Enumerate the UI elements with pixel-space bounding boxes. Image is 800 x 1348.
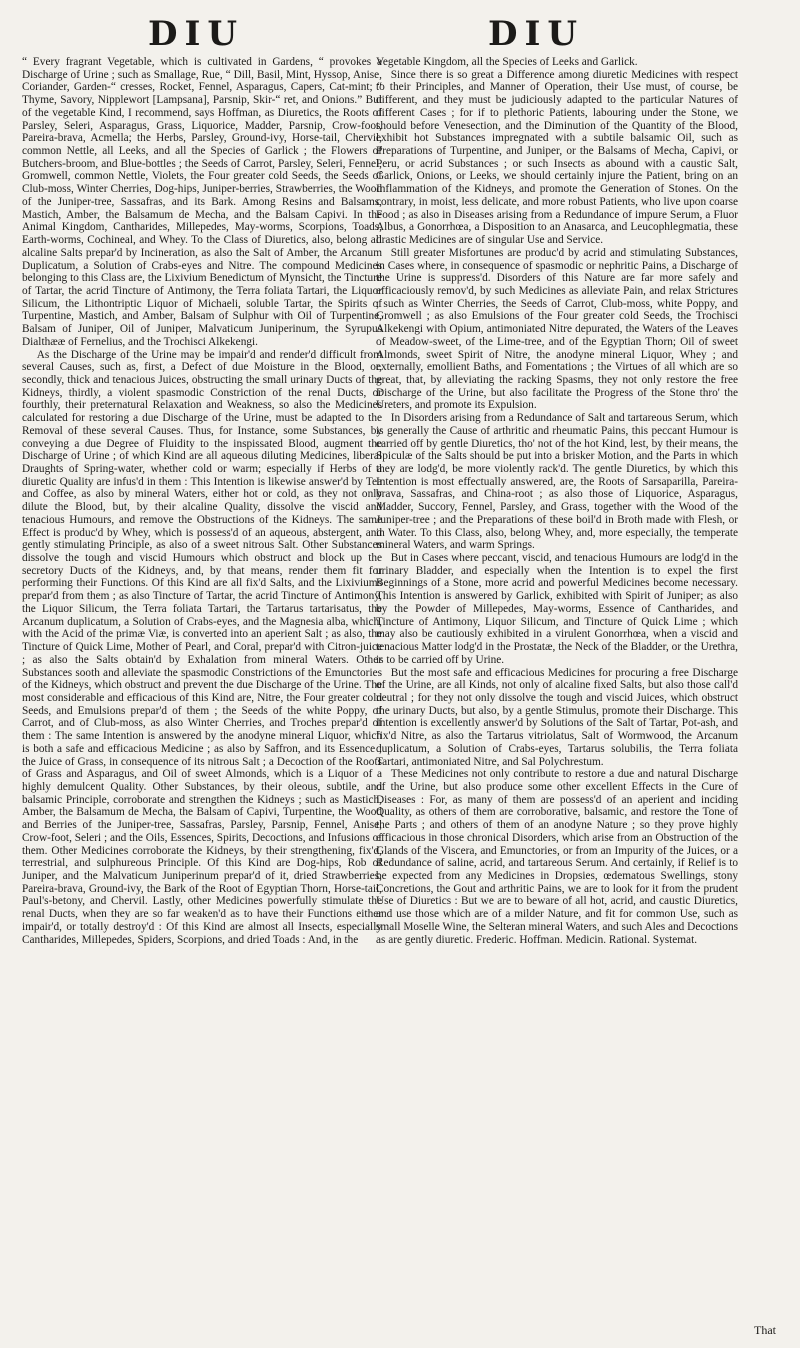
running-header	[0, 14, 800, 54]
paragraph: These Medicines not only contribute to restore a due and natural Discharge of the Urine, but also produce some other excellent Effects in the Cure of Diseases : For, as many of them are possess'd of an aperient and inciding Quality, as others of them are corroborative, balsamic, and restore the Tone of the Parts ; and others of them of an anodyne Nature ; so they prove highly efficacious in those chronical Disorders, which arise from an Obstruction of the Glands of the Viscera, and Emunctories, or from an Impurity of the Juices, or a Redundance of saline, acrid, and tartareous Serum. And certainly, if Relief is to be expected from any Medicines in Dropsies, œdematous Swellings, stony Concretions, the Gout and arthritic Pains, we are to look for it from the prudent Use of Diuretics : But we are to beware of all hot, acrid, and caustic Diuretics, and use those which are of a milder Nature, and fit for common Use, such as small Moselle Wine, the Selteran mineral Waters, and such Ales and Decoctions as are gently diuretic. Frederic. Hoffman. Medicin. Rational. Systemat.	[376, 768, 738, 946]
left-column	[22, 56, 382, 946]
running-head-right: DIU	[488, 14, 585, 54]
right-column	[376, 56, 738, 946]
paragraph: As the Discharge of the Urine may be impair'd and render'd difficult from several Causes, such as, first, a Defect of due Moisture in the Blood, or, secondly, thick and tenacious Juices, obstructing the small urinary Ducts of the Kidneys, thirdly, a violent spasmodic Constriction of the renal Ducts, or fourthly, their preternatural Relaxation and Weakness, so also the Medicines calculated for restoring a due Discharge of the Urine, must be adapted to the Removal of these several Causes. Thus, for Instance, some Substances, by conveying a due Degree of Fluidity to the inspissated Blood, augment the Discharge of Urine ; of which Kind are all aqueous diluting Medicines, liberal Draughts of Spring-water, whether cold or warm; especially if Herbs of a diuretic Quality are infus'd in them : This Intention is likewise answer'd by Tea and Coffee, as also by mineral Waters, either hot or cold, as they not only dilute the Blood, but, by their alcaline Quality, dissolve the viscid and tenacious Humours, and remove the Obstructions of the Kidneys. The same Effect is produc'd by Whey, which is possess'd of an aqueous, abstergent, and gently stimulating Principle, as also of a sweet nitrous Salt. Other Substances dissolve the tough and viscid Humours which obstruct and block up the secretory Ducts of the Kidneys, and, by that means, render them fit for performing their Functions. Of this Kind are all fix'd Salts, and the Lixiviums prepar'd from them ; as also Tincture of Tartar, the acrid Tincture of Antimony, the Liquor Silicum, the Terra foliata Tartari, the Tartarus tartarisatus, the Arcanum duplicatum, a Solution of Crabs-eyes, and the Magnesia alba, which, with the Acid of the primæ Viæ, is converted into an aperient Salt ; as also, the Tincture of Quick Lime, Mother of Pearl, and Coral, prepar'd with Citron-juice ; as also the Salts obtain'd by Exhalation from mineral Waters. Other Substances sooth and alleviate the spasmodic Constrictions of the Emunctories of the Kidneys, which obstruct and prevent the due Discharge of the Urine. The most considerable and efficacious of this Kind are, Nitre, the Four greater cold Seeds, and Emulsions prepar'd of them ; the Seeds of the white Poppy, of Carrot, and of Club-moss, as also Winter Cherries, and Troches prepar'd of them : The same Intention is answered by the anodyne mineral Liquor, which is both a safe and efficacious Medicine ; as also by Saffron, and its Essence ; the Juice of Grass, in consequence of its nitrous Salt ; a Decoction of the Roots of Grass and Asparagus, and Oil of sweet Almonds, which is a Liquor of a highly demulcent Quality. Other Substances, by their oleous, subtile, and balsamic Principle, corroborate and strengthen the Kidneys ; such as Mastich, Amber, the Balsamum de Mecha, the Balsam of Capivi, Turpentine, the Wood and Berries of the Juniper-tree, Sassafras, Parsley, Parsnip, Fennel, Anise, Crow-foot, Seleri ; and the Oils, Essences, Spirits, Decoctions, and Infusions of them. Other Medicines corroborate the Kidneys, by their strengthening, fix'd, terrestrial, and sulphureous Principle. Of this Kind are Dog-hips, Rob of Juniper, and the Malvaticum Juniperinum prepar'd of it, dried Strawberries, Pareira-brava, Ground-ivy, the Bark of the Root of Egyptian Thorn, Horse-tail, Paul's-betony, and Chervil. Lastly, other Medicines powerfully stimulate the renal Ducts, when they are so far weaken'd as to have their Functions either impair'd, or totally destroy'd : Of this Kind are almost all Insects, especially Cantharides, Millepedes, Spiders, Scorpions, and dried Toads : And, in the	[22, 348, 382, 946]
paragraph: But the most safe and efficacious Medicines for procuring a free Discharge of the Urine, are all Kinds, not only of alcaline fixed Salts, but also those call'd neutral ; for they not only dissolve the tough and viscid Juices, which obstruct the urinary Ducts, but also, by a gentle Stimulus, promote their Discharge. This Intention is excellently answer'd by Solutions of the Salt of Tartar, Pot-ash, and fix'd Nitre, as also the Tartarus vitriolatus, Salt of Wormwood, the Arcanum duplicatum, a Solution of Crabs-eyes, Tartarus solubilis, the Terra foliata Tartari, antimoniated Nitre, and Sal Polychrestum.	[376, 666, 738, 768]
paragraph: Since there is so great a Difference among diuretic Medicines with respect to their Principles, and Manner of Operation, their Use must, of course, be different, and they must be judiciously adapted to the particular Natures of different Cases ; for if to plethoric Patients, labouring under the Stone, we should before Venesection, and the Diminution of the Quantity of the Blood, exhibit hot Substances impregnated with a subtile balsamic Oil, such as Preparations of Turpentine, and Juniper, or the Balsams of Mecha, Capivi, or Peru, or acrid Substances ; or such Insects as abound with a caustic Salt, Garlick, Onions, or Leeks, we should certainly injure the Patient, bring on an Inflammation of the Kidneys, and promote the Generation of Stones. On the contrary, in moist, less delicate, and more robust Patients, who live upon coarse Food ; as also in Diseases arising from a Redundance of impure Serum, a Fluor Albus, a Gonorrhœa, a Disposition to an Anasarca, and Leucophlegmatia, these drastic Medicines are of singular Use and Service.	[376, 68, 738, 247]
running-head-left: DIU	[148, 14, 245, 54]
paragraph: “ Every fragrant Vegetable, which is cultivated in Gardens, “ provokes a Discharge of Urine ; such as Smallage, Rue, “ Dill, Basil, Mint, Hyssop, Anise, Coriander, Garden-“ cresses, Rocket, Fennel, Asparagus, Capers, Cat-mint; “ Thyme, Savory, Nipplewort [Lampsana], Parsnip, Skir-“ ret, and Onions.” But of the vegetable Kind, I recommend, says Hoffman, as Diuretics, the Roots of Parsley, Seleri, Asparagus, Grass, Liquorice, Madder, Parsnip, Crow-foot, Pareira-brava, Acmella; the Herbs, Parsley, Ground-ivy, Horse-tail, Chervil, common Nettle, all Leeks, and all the Species of Garlick ; the Flowers of Butchers-broom, and Blue-bottles ; the Seeds of Carrot, Parsley, Seleri, Fennel, Gromwell, common Nettle, Violets, the Four greater cold Seeds, the Seeds of Club-moss, Winter Cherries, Dog-hips, Juniper-berries, Strawberries, the Wood of the Juniper-tree, Sassafras, and its Bark. Among Resins and Balsams, Mastich, Amber, the Balsamum de Mecha, and the Balsam Capivi. In the Animal Kingdom, Cantharides, Millepedes, May-worms, Scorpions, Toads, Earth-worms, Cochineal, and Whey. To the Class of Diuretics, also, belong all alcaline Salts prepar'd by Incineration, as also the Salt of Amber, the Arcanum Duplicatum, a Solution of Crabs-eyes and Nitre. The compound Medicines belonging to this Class are, the Lixivium Benedictum of Mynsicht, the Tincture of Tartar, the acrid Tincture of Antimony, the Terra foliata Tartari, the Liquor Silicum, the Lithontriptic Liquor of Michaeli, soluble Tartar, the Spirits of Turpentine, Mastich, and Amber, Balsam of Sulphur with Oil of Turpentine, Balsam of Juniper, Oil of Juniper, Malvaticum Juniperinum, the Syrupus Dialthææ of Fernelius, and the Trochisci Alkekengi.	[22, 56, 382, 348]
paragraph: Still greater Misfortunes are produc'd by acrid and stimulating Substances, in Cases where, in consequence of spasmodic or nephritic Pains, a Discharge of the Urine is suppress'd. Disorders of this Nature are far more safely and efficaciously remov'd, by such Medicines as alleviate Pain, and relax Strictures ; such as Winter Cherries, the Seeds of Carrot, Club-moss, white Poppy, and Gromwell ; as also Emulsions of the Four greater cold Seeds, the Trochisci Alkekengi with Opium, antimoniated Nitre depurated, the Waters of the Leaves of Meadow-sweet, of the Lime-tree, and of the Egyptian Thorn; Oil of sweet Almonds, sweet Spirit of Nitre, the anodyne mineral Liquor, Whey ; and externally, emollient Baths, and Fomentations ; the Virtues of all which are so great, that, by alleviating the racking Spasms, they not only restore the free Discharge of the Urine, but also facilitate the Progress of the Stone thro' the Ureters, and promote its Expulsion.	[376, 246, 738, 412]
paragraph: Vegetable Kingdom, all the Species of Leeks and Garlick.	[376, 56, 638, 68]
catchword: That	[754, 1323, 776, 1337]
paragraph: In Disorders arising from a Redundance of Salt and tartareous Serum, which is generally the Cause of arthritic and rheumatic Pains, this peccant Humour is carried off by gentle Diuretics, tho' not of the hot Kind, lest, by their means, the Spiculæ of the Salts should be put into a brisker Motion, and the Parts in which they are lodg'd, be more violently rack'd. The gentle Diuretics, by which this Intention is most effectually answered, are, the Roots of Sarsaparilla, Pareira-brava, Sassafras, and China-root ; as also those of Liquorice, Asparagus, Madder, Succory, Fennel, Parsley, and Grass, together with the Wood of the Juniper-tree ; and the Preparations of these boil'd in Broth made with Flesh, or in Water. To this Class, also, belong Whey, and, more especially, the temperate mineral Waters, and warm Springs.	[376, 412, 738, 552]
paragraph: But in Cases where peccant, viscid, and tenacious Humours are lodg'd in the urinary Bladder, and especially when the Intention is to expel the first Beginnings of a Stone, more acrid and powerful Medicines become necessary. This Intention is answered by Garlick, exhibited with Spirit of Juniper; as also by the Powder of Millepedes, May-worms, Essence of Cantharides, and Tincture of Antimony, Liquor Silicum, and Tincture of Quick Lime ; which may also be cautiously exhibited in a virulent Gonorrhœa, when a viscid and tenacious Matter lodg'd in the Prostatæ, the Neck of the Bladder, or the Urethra, is to be carried off by Urine.	[376, 552, 738, 666]
